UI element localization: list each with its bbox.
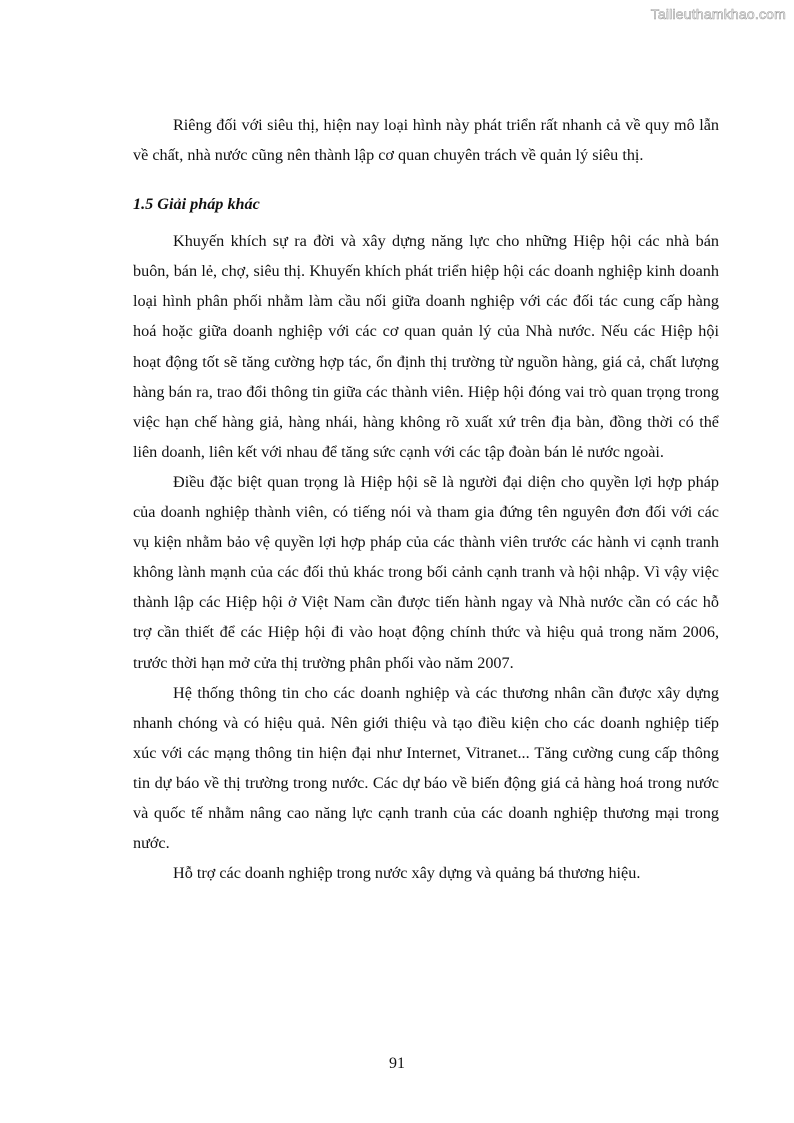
paragraph-representation: Điều đặc biệt quan trọng là Hiệp hội sẽ là người đại diện cho quyền lợi hợp pháp của doanh nghiệp thành viên, có tiếng nói và tham gia đứng tên nguyên đơn đối với các vụ kiện nhằm bảo vệ quyền lợi hợp pháp của các thành viên trước các hành vi cạnh tranh không lành mạnh của các đối thủ khác trong bối cảnh cạnh tranh và hội nhập. Vì vậy việc thành lập các Hiệp hội ở Việt Nam cần được tiến hành ngay và Nhà nước cần có các hỗ trợ cần thiết để các Hiệp hội đi vào hoạt động chính thức và hiệu quả trong năm 2006, trước thời hạn mở cửa thị trường phân phối vào năm 2007. xyxy=(133,472,719,672)
document-body xyxy=(133,110,719,888)
paragraph-branding: Hỗ trợ các doanh nghiệp trong nước xây dựng và quảng bá thương hiệu. xyxy=(173,864,641,883)
intro-paragraph: Riêng đối với siêu thị, hiện nay loại hình này phát triển rất nhanh cả về quy mô lẫn về chất, nhà nước cũng nên thành lập cơ quan chuyên trách về quản lý siêu thị. xyxy=(133,116,719,165)
paragraph-associations: Khuyến khích sự ra đời và xây dựng năng lực cho những Hiệp hội các nhà bán buôn, bán lẻ, chợ, siêu thị. Khuyến khích phát triển hiệp hội các doanh nghiệp kinh doanh loại hình phân phối nhằm làm cầu nối giữa doanh nghiệp với các đối tác cung cấp hàng hoá hoặc giữa doanh nghiệp với các cơ quan quản lý của Nhà nước. Nếu các Hiệp hội hoạt động tốt sẽ tăng cường hợp tác, ổn định thị trường từ nguồn hàng, giá cả, chất lượng hàng bán ra, trao đổi thông tin giữa các thành viên. Hiệp hội đóng vai trò quan trọng trong việc hạn chế hàng giả, hàng nhái, hàng không rõ xuất xứ trên địa bàn, đồng thời có thể liên doanh, liên kết với nhau để tăng sức cạnh với các tập đoàn bán lẻ nước ngoài. xyxy=(133,232,719,461)
section-heading: 1.5 Giải pháp khác xyxy=(133,195,260,214)
watermark-text: Tailieuthamkhao.com xyxy=(650,6,786,22)
page-number: 91 xyxy=(389,1055,405,1072)
paragraph-information-system: Hệ thống thông tin cho các doanh nghiệp và các thương nhân cần được xây dựng nhanh chóng và có hiệu quả. Nên giới thiệu và tạo điều kiện cho các doanh nghiệp tiếp xúc với các mạng thông tin hiện đại như Internet, Vitranet... Tăng cường cung cấp thông tin dự báo về thị trường trong nước. Các dự báo về biến động giá cả hàng hoá trong nước và quốc tế nhằm nâng cao năng lực cạnh tranh của các doanh nghiệp thương mại trong nước. xyxy=(133,683,719,853)
